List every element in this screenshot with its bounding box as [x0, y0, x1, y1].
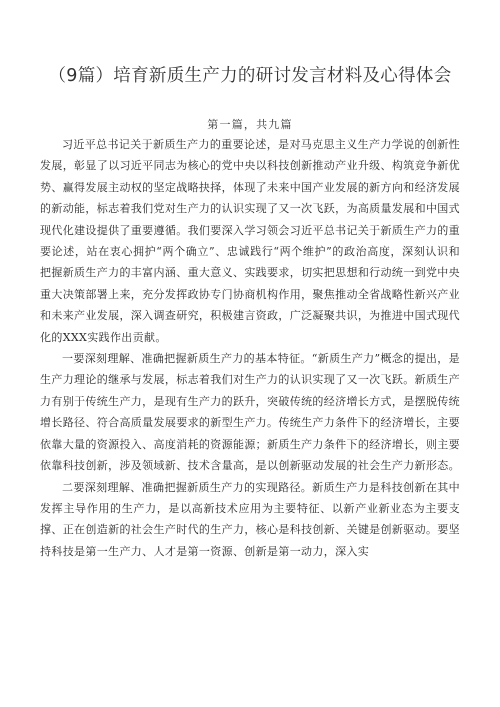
paragraph-point-two: 二要深刻理解、准确把握新质生产力的实现路径。新质生产力是科技创新在其中发挥主导作用的生产力，是以高新技术应用为主要特征、以新产业新业态为主要支撑、正在创造新的社会生产时代的生产力，核心是科技创新、关键是创新驱动。要坚持科技是第一生产力、人才是第一资源、创新是第一动力，深入实 [40, 480, 460, 558]
paragraph-point-one: 一要深刻理解、准确把握新质生产力的基本特征。“新质生产力”概念的提出，是生产力理论的继承与发展，标志着我们对生产力的认识实现了又一次飞跃。新质生产力有别于传统生产力，是现有生产力的跃升，突破传统的经济增长方式，是摆脱传统增长路径、符合高质量发展要求的新型生产力。传统生产力条件下的经济增长，主要依靠大量的资源投入、高度消耗的资源能源；新质生产力条件下的经济增长，则主要依靠科技创新，涉及领域新、技术含量高，是以创新驱动发展的社会生产力新形态。 [40, 352, 460, 473]
document-body [40, 134, 460, 562]
paragraph-intro: 习近平总书记关于新质生产力的重要论述，是对马克思主义生产力学说的创新性发展，彰显了以习近平同志为核心的党中央以科技创新推动产业升级、构筑竞争新优势、赢得发展主动权的坚定战略抉择，体现了未来中国产业发展的新方向和经济发展的新动能，标志着我们党对生产力的认识实现了又一次飞跃，为高质量发展和中国式现代化建设提供了重要遵循。我们要深入学习领会习近平总书记关于新质生产力的重要论述，站在衷心拥护“两个确立”、忠诚践行“两个维护”的政治高度，深刻认识和把握新质生产力的丰富内涵、重大意义、实践要求，切实把思想和行动统一到党中央重大决策部署上来，充分发挥政协专门协商机构作用，聚焦推动全省战略性新兴产业和未来产业发展，深入调查研究，积极建言资政，广泛凝聚共识，为推进中国式现代化的XXX实践作出贡献。 [40, 138, 460, 344]
document-title: （9篇）培育新质生产力的研讨发言材料及心得体会 [48, 66, 452, 86]
section-heading: 第一篇，共九篇 [207, 118, 293, 131]
